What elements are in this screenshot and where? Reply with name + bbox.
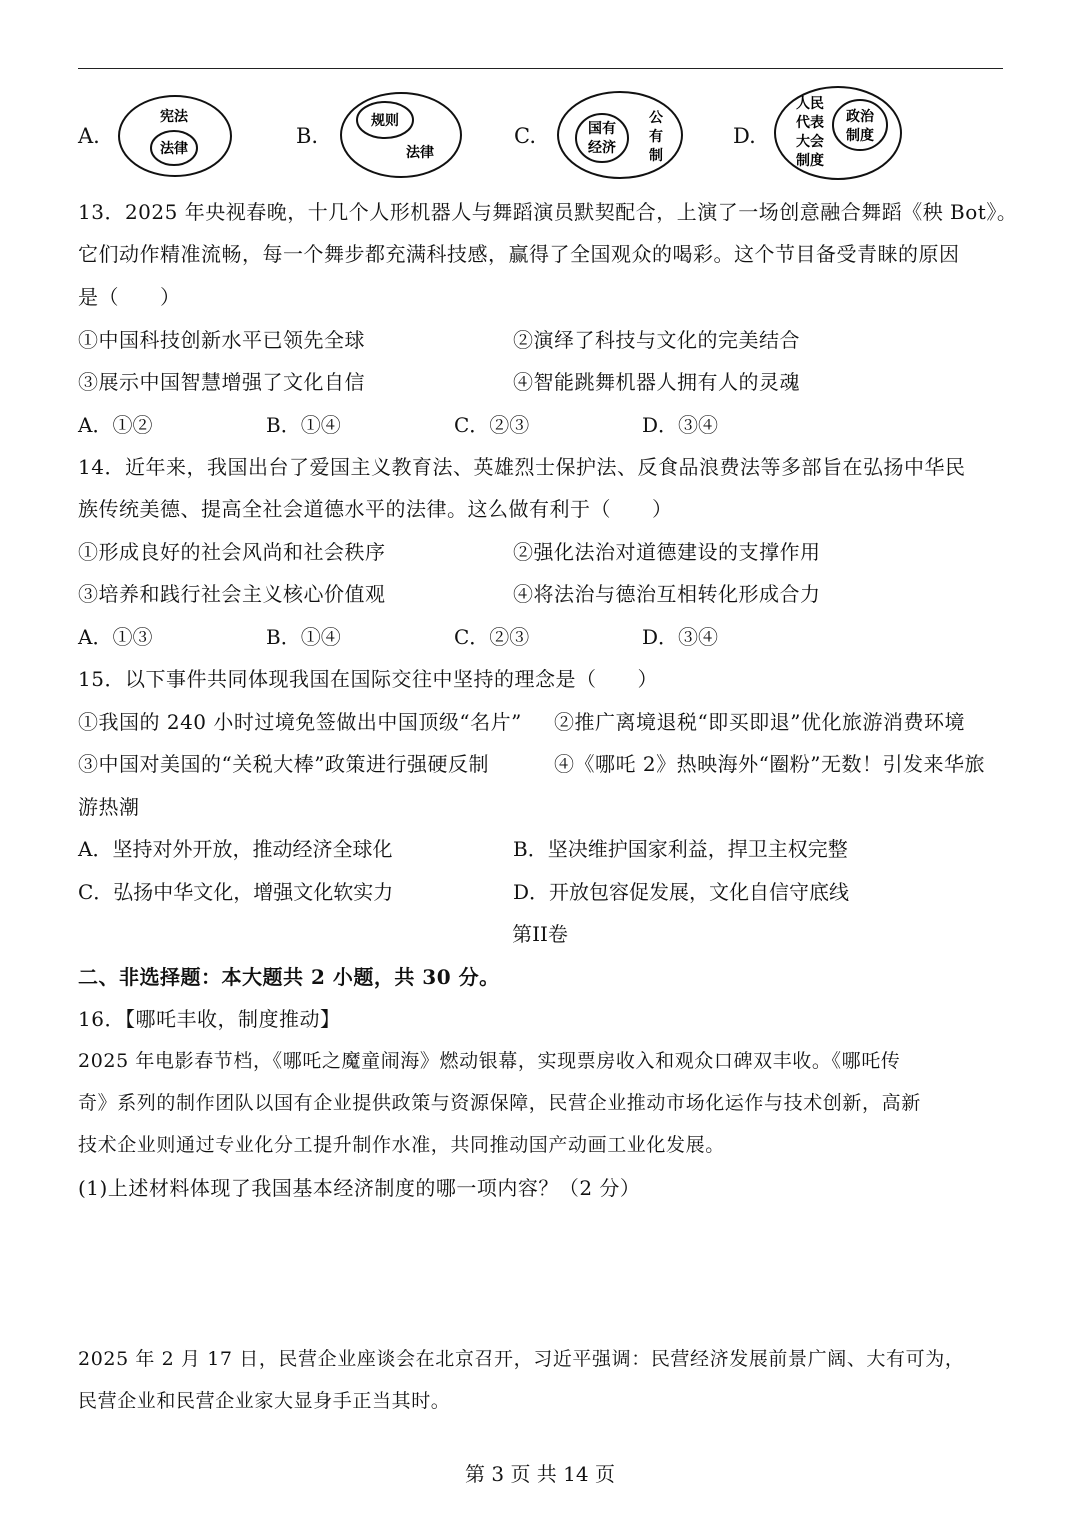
diagram-d-outer-line3: 大会 — [796, 134, 824, 150]
part2-title: 二、非选择题：本大题共 2 小题，共 30 分。 — [78, 965, 500, 989]
q15-option-d[interactable]: D．开放包容促发展，文化自信守底线 — [513, 880, 850, 904]
q16-material2-line2: 民营企业和民营企业家大显身手正当其时。 — [78, 1390, 451, 1412]
diagram-c-inner-line1: 国有 — [588, 121, 616, 137]
option-d-label: D. — [733, 124, 756, 148]
q13-stem-line1: 13．2025 年央视春晚，十几个人形机器人与舞蹈演员默契配合，上演了一场创意融合舞蹈《秧 Bot》。 — [78, 200, 1018, 224]
q15-item-1: ①我国的 240 小时过境免签做出中国顶级“名片” — [78, 710, 522, 734]
q15-stem: 15．以下事件共同体现我国在国际交往中坚持的理念是（ ） — [78, 667, 658, 691]
q13-item-1: ①中国科技创新水平已领先全球 — [78, 328, 365, 352]
q16-material2-line1: 2025 年 2 月 17 日，民营企业座谈会在北京召开，习近平强调：民营经济发展前景广阔、大有可为， — [78, 1348, 965, 1370]
top-rule — [78, 68, 1003, 69]
q15-item-3: ③中国对美国的“关税大棒”政策进行强硬反制 — [78, 752, 489, 776]
diagram-a-outer-label: 宪法 — [160, 109, 188, 125]
diagram-a — [116, 92, 236, 180]
diagram-c-outer-line3: 制 — [649, 148, 663, 164]
q13-option-c[interactable]: C．②③ — [454, 413, 530, 437]
q14-stem-line2: 族传统美德、提高全社会道德水平的法律。这么做有利于（ ） — [78, 497, 673, 521]
q15-option-c[interactable]: C．弘扬中华文化，增强文化软实力 — [78, 880, 394, 904]
q13-stem-line2: 它们动作精准流畅，每一个舞步都充满科技感，赢得了全国观众的喝彩。这个节目备受青睐的原因 — [78, 242, 960, 266]
diagram-d-outer-line4: 制度 — [796, 153, 824, 169]
q14-option-b[interactable]: B．①④ — [266, 625, 341, 649]
q15-item-2: ②推广离境退税“即买即退”优化旅游消费环境 — [554, 710, 965, 734]
diagram-c-outer-line2: 有 — [649, 129, 663, 145]
option-c-label: C. — [514, 124, 536, 148]
q14-option-a[interactable]: A．①③ — [78, 625, 153, 649]
q14-stem-line1: 14．近年来，我国出台了爱国主义教育法、英雄烈士保护法、反食品浪费法等多部旨在弘扬中华民 — [78, 455, 966, 479]
q15-item-4-cont: 游热潮 — [78, 795, 140, 819]
q14-item-4: ④将法治与德治互相转化形成合力 — [513, 582, 821, 606]
q14-option-c[interactable]: C．②③ — [454, 625, 530, 649]
diagram-b-outer-label: 法律 — [406, 145, 434, 161]
page-footer: 第 3 页 共 14 页 — [465, 1462, 615, 1486]
q16-subquestion-1: (1)上述材料体现了我国基本经济制度的哪一项内容？（2 分） — [78, 1176, 641, 1200]
diagram-c-outer-line1: 公 — [649, 110, 663, 126]
diagram-d-inner-line1: 政治 — [846, 109, 874, 125]
diagram-d — [772, 83, 906, 183]
q14-option-d[interactable]: D．③④ — [642, 625, 719, 649]
q13-item-2: ②演绎了科技与文化的完美结合 — [513, 328, 800, 352]
q16-material1-line1: 2025 年电影春节档，《哪吒之魔童闹海》燃动银幕，实现票房收入和观众口碑双丰收。《哪吒传 — [78, 1050, 901, 1072]
q16-material1-line2: 奇》系列的制作团队以国有企业提供政策与资源保障，民营企业推动市场化运作与技术创新，高新 — [78, 1092, 921, 1114]
q13-stem-line3: 是（ ） — [78, 285, 181, 309]
q14-item-3: ③培养和践行社会主义核心价值观 — [78, 582, 386, 606]
option-b-label: B. — [296, 124, 319, 148]
q13-item-3: ③展示中国智慧增强了文化自信 — [78, 370, 365, 394]
section-title: 第II卷 — [512, 922, 568, 946]
q15-item-4: ④《哪吒 2》热映海外“圈粉”无数！引发来华旅 — [554, 752, 986, 776]
diagram-c — [555, 88, 685, 182]
diagram-d-outer-line1: 人民 — [796, 96, 824, 112]
q13-item-4: ④智能跳舞机器人拥有人的灵魂 — [513, 370, 800, 394]
q14-item-2: ②强化法治对道德建设的支撑作用 — [513, 540, 821, 564]
q13-option-b[interactable]: B．①④ — [266, 413, 341, 437]
q13-option-d[interactable]: D．③④ — [642, 413, 719, 437]
q14-item-1: ①形成良好的社会风尚和社会秩序 — [78, 540, 386, 564]
diagram-c-inner-line2: 经济 — [588, 140, 616, 156]
diagram-b-inner-label: 规则 — [371, 113, 399, 129]
diagram-d-inner-line2: 制度 — [846, 128, 874, 144]
q16-heading: 16．【哪吒丰收，制度推动】 — [78, 1007, 341, 1031]
diagram-b — [338, 90, 464, 180]
option-a-label: A. — [78, 124, 100, 148]
q15-option-b[interactable]: B．坚决维护国家利益，捍卫主权完整 — [513, 837, 848, 861]
q15-option-a[interactable]: A．坚持对外开放，推动经济全球化 — [78, 837, 393, 861]
diagram-a-inner-label: 法律 — [160, 141, 188, 157]
diagram-d-outer-line2: 代表 — [796, 115, 824, 131]
q13-option-a[interactable]: A．①② — [78, 413, 153, 437]
q16-material1-line3: 技术企业则通过专业化分工提升制作水准，共同推动国产动画工业化发展。 — [78, 1134, 725, 1156]
